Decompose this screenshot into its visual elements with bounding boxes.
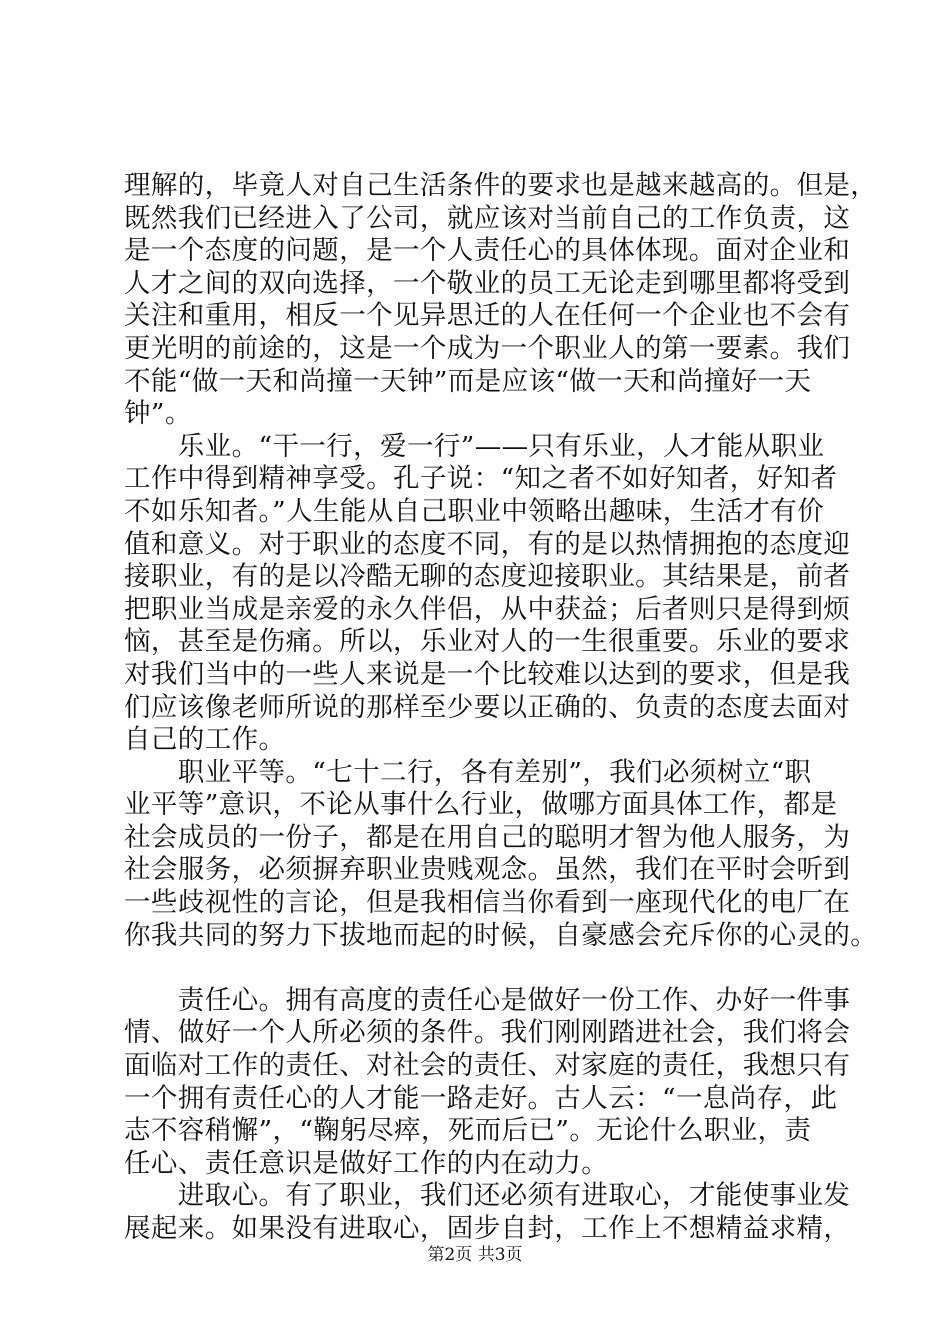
text-line: 进取心。有了职业，我们还必须有进取心，才能使事业发 bbox=[124, 1180, 851, 1212]
text-line: 自己的工作。 bbox=[124, 724, 286, 756]
page-number-footer: 第2页 共3页 bbox=[427, 1245, 523, 1265]
text-line: 业平等”意识，不论从事什么行业，做哪方面具体工作，都是 bbox=[124, 789, 838, 821]
text-line: 钟”。 bbox=[124, 398, 192, 430]
text-line: 更光明的前途的，这是一个成为一个职业人的第一要素。我们 bbox=[124, 332, 851, 364]
text-line: 值和意义。对于职业的态度不同，有的是以热情拥抱的态度迎 bbox=[124, 528, 851, 560]
text-line: 把职业当成是亲爱的永久伴侣，从中获益；后者则只是得到烦 bbox=[124, 593, 851, 625]
text-line: 是一个态度的问题，是一个人责任心的具体体现。面对企业和 bbox=[124, 235, 851, 267]
text-line: 任心、责任意识是做好工作的内在动力。 bbox=[124, 1147, 609, 1179]
text-line: 接职业，有的是以冷酷无聊的态度迎接职业。其结果是，前者 bbox=[124, 561, 851, 593]
text-line: 面临对工作的责任、对社会的责任、对家庭的责任，我想只有 bbox=[124, 1050, 851, 1082]
text-line: 社会成员的一份子，都是在用自己的聪明才智为他人服务，为 bbox=[124, 821, 851, 853]
text-line: 工作中得到精神享受。孔子说：“知之者不如好知者，好知者 bbox=[124, 463, 838, 495]
text-line: 既然我们已经进入了公司，就应该对当前自己的工作负责，这 bbox=[124, 202, 851, 234]
text-line: 乐业。“干一行，爱一行”——只有乐业，人才能从职业 bbox=[124, 430, 825, 462]
text-line: 对我们当中的一些人来说是一个比较难以达到的要求，但是我 bbox=[124, 658, 851, 690]
text-line: 关注和重用，相反一个见异思迁的人在任何一个企业也不会有 bbox=[124, 300, 851, 332]
body-text bbox=[124, 170, 878, 1246]
text-line: 理解的，毕竟人对自己生活条件的要求也是越来越高的。但是， bbox=[124, 170, 878, 201]
text-line: 一个拥有责任心的人才能一路走好。古人云：“一息尚存，此 bbox=[124, 1082, 838, 1114]
text-line: 社会服务，必须摒弃职业贵贱观念。虽然，我们在平时会听到 bbox=[124, 854, 851, 886]
text-line: 不如乐知者。”人生能从自己职业中领略出趣味，生活才有价 bbox=[124, 495, 825, 527]
text-line: 展起来。如果没有进取心，固步自封，工作上不想精益求精， bbox=[124, 1213, 851, 1244]
text-line: 责任心。拥有高度的责任心是做好一份工作、办好一件事 bbox=[124, 984, 851, 1016]
text-line: 你我共同的努力下拔地而起的时候，自豪感会充斥你的心灵的。 bbox=[124, 919, 878, 951]
text-line: 一些歧视性的言论，但是我相信当你看到一座现代化的电厂在 bbox=[124, 887, 851, 919]
paragraph-gap bbox=[124, 952, 844, 985]
text-line: 人才之间的双向选择，一个敬业的员工无论走到哪里都将受到 bbox=[124, 267, 851, 299]
text-line: 职业平等。“七十二行，各有差别”，我们必须树立“职 bbox=[124, 756, 812, 788]
text-line: 们应该像老师所说的那样至少要以正确的、负责的态度去面对 bbox=[124, 691, 851, 723]
text-line: 恼，甚至是伤痛。所以，乐业对人的一生很重要。乐业的要求 bbox=[124, 626, 851, 658]
text-line: 情、做好一个人所必须的条件。我们刚刚踏进社会，我们将会 bbox=[124, 1017, 851, 1049]
text-line: 志不容稍懈”，“鞠躬尽瘁，死而后已”。无论什么职业，责 bbox=[124, 1115, 812, 1147]
text-line: 不能“做一天和尚撞一天钟”而是应该“做一天和尚撞好一天 bbox=[124, 365, 812, 397]
